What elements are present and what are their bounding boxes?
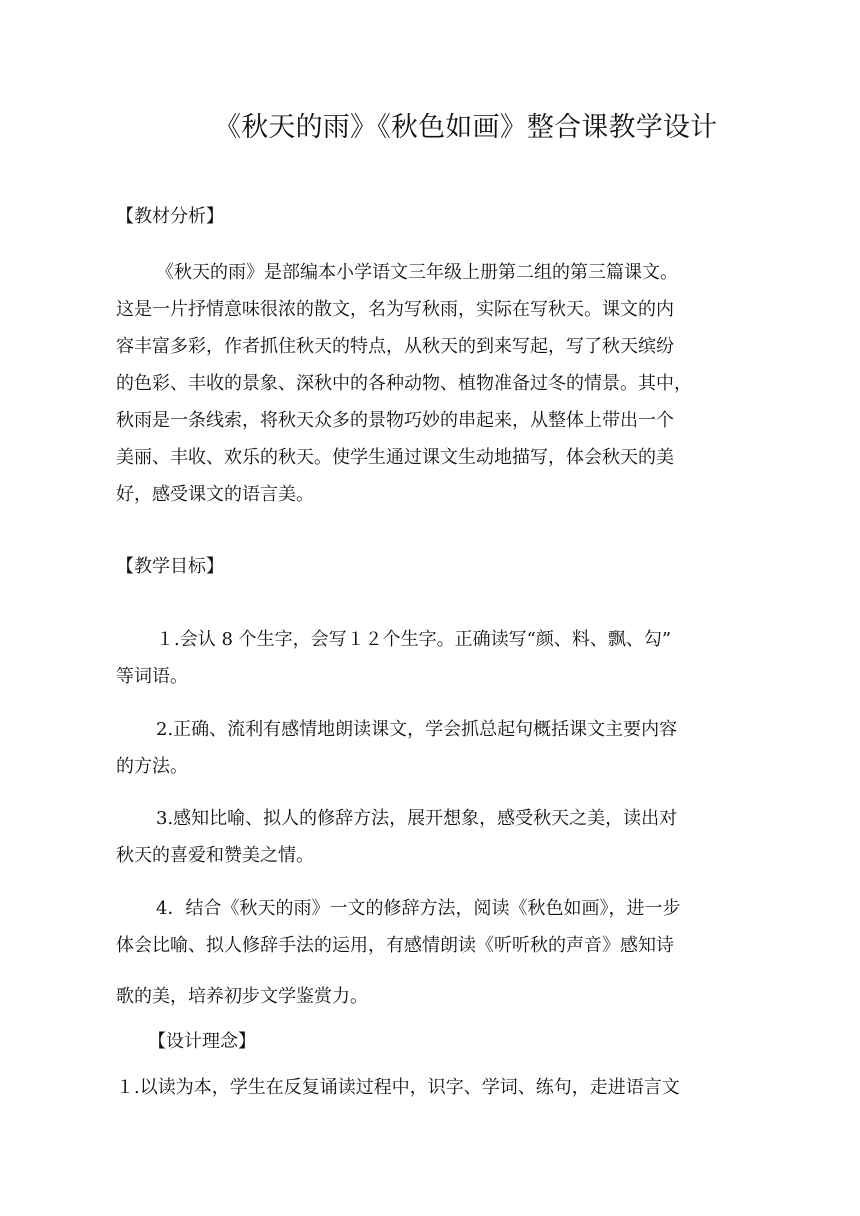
- section-heading-materials: 【教材分析】: [116, 206, 224, 227]
- goal-line: 等词语。: [116, 666, 188, 687]
- section-heading-concept: 【设计理念】: [148, 1031, 256, 1052]
- goal-line: 的方法。: [116, 756, 188, 777]
- paragraph-line: 《秋天的雨》是部编本小学语文三年级上册第二组的第三篇课文。: [156, 262, 678, 283]
- goal-line: 4．结合《秋天的雨》一文的修辞方法，阅读《秋色如画》，进一步: [156, 898, 681, 919]
- goal-line: 3.感知比喻、拟人的修辞方法，展开想象，感受秋天之美，读出对: [156, 808, 678, 829]
- goal-line: 歌的美，培养初步文学鉴赏力。: [116, 986, 368, 1007]
- paragraph-line: 美丽、丰收、欢乐的秋天。使学生通过课文生动地描写，体会秋天的美: [116, 447, 674, 468]
- section-heading-goals: 【教学目标】: [116, 556, 224, 577]
- document-title: 《秋天的雨》《秋色如画》整合课教学设计: [214, 112, 718, 143]
- paragraph-line: 好，感受课文的语言美。: [116, 484, 314, 505]
- paragraph-line: 秋雨是一条线索，将秋天众多的景物巧妙的串起来，从整体上带出一个: [116, 410, 674, 431]
- goal-line: 秋天的喜爱和赞美之情。: [116, 845, 314, 866]
- paragraph-line: 容丰富多彩，作者抓住秋天的特点，从秋天的到来写起，写了秋天缤纷: [116, 336, 674, 357]
- paragraph-line: 这是一片抒情意味很浓的散文，名为写秋雨，实际在写秋天。课文的内: [116, 299, 674, 320]
- paragraph-line: 的色彩、丰收的景象、深秋中的各种动物、植物准备过冬的情景。其中，: [116, 373, 692, 394]
- concept-line: １.以读为本，学生在反复诵读过程中，识字、学词、练句，走进语言文: [116, 1077, 680, 1098]
- goal-line: 2.正确、流利有感情地朗读课文，学会抓总起句概括课文主要内容: [156, 719, 678, 740]
- goal-line: 体会比喻、拟人修辞手法的运用，有感情朗读《听听秋的声音》感知诗: [116, 935, 674, 956]
- goal-line: １.会认 8 个生字，会写１２个生字。正确读写“颜、料、飘、勾”: [156, 629, 672, 650]
